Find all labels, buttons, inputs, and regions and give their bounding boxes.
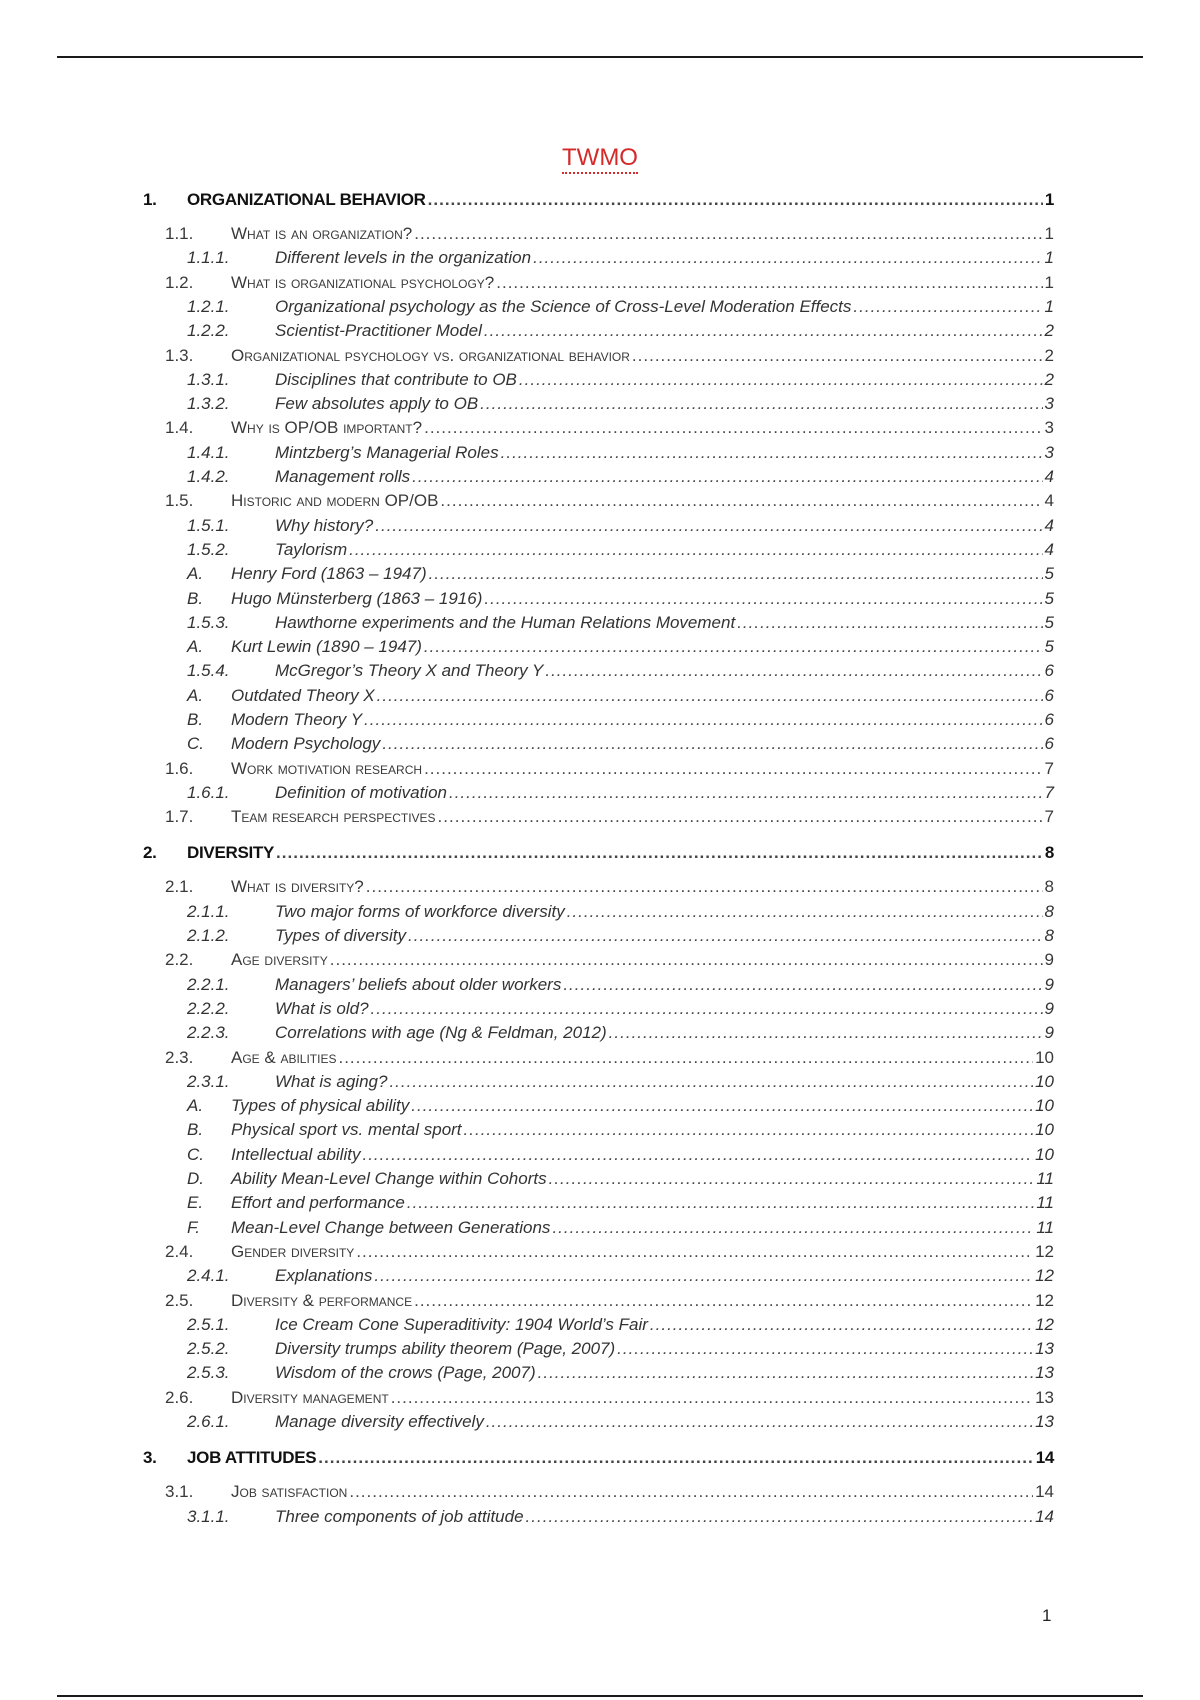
toc-entry-title: What is old?: [275, 999, 369, 1018]
toc-dot-leader: [650, 1315, 1033, 1335]
toc-dot-leader: [371, 999, 1043, 1019]
toc-entry-page: 1: [1044, 273, 1054, 292]
toc-entry-page: 11: [1036, 1193, 1054, 1212]
toc-entry[interactable]: [0, 1507, 1200, 1529]
toc-entry[interactable]: [0, 1169, 1200, 1191]
toc-dot-leader: [449, 783, 1043, 803]
toc-entry-title: Few absolutes apply to OB: [275, 394, 479, 413]
toc-entry-page: 1: [1044, 297, 1054, 316]
toc-entry-title: What is organizational psychology?: [231, 273, 495, 292]
toc-entry-number: 3.1.: [165, 1482, 194, 1501]
toc-entry-title: What is diversity?: [231, 877, 364, 896]
toc-entry[interactable]: [0, 950, 1200, 972]
toc-entry-title: Gender diversity: [231, 1242, 355, 1261]
toc-entry-page: 11: [1036, 1218, 1054, 1237]
toc-entry-page: 12: [1035, 1242, 1054, 1261]
toc-dot-leader: [438, 807, 1043, 827]
toc-entry-title: Ability Mean-Level Change within Cohorts: [231, 1169, 547, 1188]
header-rule: [57, 56, 1143, 58]
toc-entry-title: Mean-Level Change between Generations: [231, 1218, 551, 1237]
toc-entry[interactable]: [0, 1482, 1200, 1504]
toc-entry-page: 2: [1044, 346, 1054, 365]
toc-dot-leader: [533, 248, 1042, 268]
toc-entry-number: 2.1.1.: [187, 902, 230, 921]
toc-entry-page: 14: [1035, 1448, 1054, 1467]
toc-entry-title: DIVERSITY: [187, 843, 275, 862]
toc-entry-title: Three components of job attitude: [275, 1507, 524, 1526]
toc-entry-title: Henry Ford (1863 – 1947): [231, 564, 427, 583]
toc-entry-number: 1.5.1.: [187, 516, 230, 535]
toc-dot-leader: [567, 902, 1043, 922]
toc-entry[interactable]: [0, 999, 1200, 1021]
toc-dot-leader: [391, 1388, 1033, 1408]
toc-entry[interactable]: [0, 1242, 1200, 1264]
toc-entry[interactable]: [0, 637, 1200, 659]
toc-entry-number: 1.: [143, 190, 157, 209]
toc-entry-title: What is aging?: [275, 1072, 388, 1091]
document-title-text: TWMO: [562, 144, 638, 174]
toc-entry-number: 1.3.: [165, 346, 194, 365]
toc-entry[interactable]: [0, 540, 1200, 562]
toc-entry-number: 2.2.3.: [187, 1023, 230, 1042]
toc-entry-page: 6: [1044, 710, 1054, 729]
toc-entry-page: 1: [1044, 248, 1054, 267]
toc-entry-title: Diversity trumps ability theorem (Page, 2007): [275, 1339, 616, 1358]
toc-dot-leader: [424, 637, 1043, 657]
toc-entry[interactable]: [0, 564, 1200, 586]
toc-entry-number: F.: [187, 1218, 200, 1237]
toc-dot-leader: [382, 734, 1042, 754]
toc-entry-title: Scientist-Practitioner Model: [275, 321, 482, 340]
toc-entry[interactable]: [0, 273, 1200, 295]
toc-entry[interactable]: [0, 783, 1200, 805]
toc-dot-leader: [617, 1339, 1033, 1359]
toc-entry[interactable]: [0, 661, 1200, 683]
toc-dot-leader: [338, 1048, 1033, 1068]
toc-entry-number: 1.2.1.: [187, 297, 230, 316]
toc-dot-leader: [737, 613, 1042, 633]
toc-entry-number: 2.1.2.: [187, 926, 230, 945]
toc-entry-title: Historic and modern OP/OB: [231, 491, 439, 510]
page-number: 1: [1042, 1606, 1052, 1625]
toc-entry-page: 10: [1035, 1120, 1054, 1139]
toc-entry-page: 12: [1035, 1315, 1054, 1334]
toc-entry[interactable]: [0, 926, 1200, 948]
toc-entry[interactable]: [0, 734, 1200, 756]
toc-entry-title: Taylorism: [275, 540, 348, 559]
toc-entry-number: A.: [187, 564, 204, 583]
toc-entry[interactable]: [0, 1363, 1200, 1385]
toc-dot-leader: [375, 516, 1042, 536]
toc-entry-number: 1.1.1.: [187, 248, 230, 267]
toc-dot-leader: [414, 224, 1042, 244]
toc-dot-leader: [349, 540, 1042, 560]
toc-entry-number: 1.1.: [165, 224, 194, 243]
toc-entry-title: Ice Cream Cone Superaditivity: 1904 World’s Fair: [275, 1315, 648, 1334]
toc-entry-number: B.: [187, 1120, 204, 1139]
toc-entry-number: E.: [187, 1193, 204, 1212]
toc-entry-number: 2.3.: [165, 1048, 194, 1067]
toc-entry-title: Different levels in the organization: [275, 248, 532, 267]
toc-entry-page: 3: [1044, 443, 1054, 462]
toc-entry[interactable]: [0, 321, 1200, 343]
toc-entry-page: 10: [1035, 1096, 1054, 1115]
toc-entry-page: 5: [1044, 613, 1054, 632]
toc-entry[interactable]: [0, 843, 1200, 865]
toc-entry[interactable]: [0, 1388, 1200, 1410]
toc-dot-leader: [609, 1023, 1043, 1043]
toc-dot-leader: [412, 467, 1042, 487]
toc-entry-page: 5: [1044, 637, 1054, 656]
toc-entry[interactable]: [0, 1218, 1200, 1240]
toc-entry-page: 8: [1044, 926, 1054, 945]
toc-dot-leader: [424, 418, 1042, 438]
toc-entry[interactable]: [0, 1120, 1200, 1142]
toc-entry-number: A.: [187, 1096, 204, 1115]
toc-entry-page: 2: [1044, 321, 1054, 340]
toc-entry-page: 6: [1044, 734, 1054, 753]
toc-entry-page: 5: [1044, 564, 1054, 583]
toc-entry[interactable]: [0, 1096, 1200, 1118]
toc-entry-title: Manage diversity effectively: [275, 1412, 484, 1431]
toc-entry[interactable]: [0, 1448, 1200, 1470]
toc-entry-number: 2.6.1.: [187, 1412, 230, 1431]
toc-entry[interactable]: [0, 346, 1200, 368]
toc-entry-title: Work motivation research: [231, 759, 423, 778]
toc-entry[interactable]: [0, 710, 1200, 732]
toc-dot-leader: [318, 1448, 1033, 1468]
toc-entry-title: Why is OP/OB important?: [231, 418, 423, 437]
toc-entry[interactable]: [0, 516, 1200, 538]
toc-entry[interactable]: [0, 443, 1200, 465]
toc-entry-title: Physical sport vs. mental sport: [231, 1120, 462, 1139]
toc-entry-page: 9: [1044, 975, 1054, 994]
toc-entry[interactable]: [0, 394, 1200, 416]
toc-entry[interactable]: [0, 877, 1200, 899]
toc-entry-title: Intellectual ability: [231, 1145, 361, 1164]
toc-dot-leader: [330, 950, 1043, 970]
toc-dot-leader: [538, 1363, 1033, 1383]
toc-entry-number: 2.3.1.: [187, 1072, 230, 1091]
toc-entry-page: 14: [1035, 1482, 1054, 1501]
toc-entry-title: Diversity & performance: [231, 1291, 413, 1310]
toc-entry-number: 1.6.: [165, 759, 194, 778]
toc-entry-number: 2.6.: [165, 1388, 194, 1407]
toc-entry-number: B.: [187, 589, 204, 608]
toc-dot-leader: [424, 759, 1042, 779]
toc-dot-leader: [484, 589, 1042, 609]
toc-entry-number: 1.3.2.: [187, 394, 230, 413]
toc-entry-title: Modern Theory Y: [231, 710, 363, 729]
toc-entry-page: 1: [1044, 190, 1054, 209]
toc-dot-leader: [563, 975, 1042, 995]
toc-entry-number: 1.3.1.: [187, 370, 230, 389]
toc-entry-page: 10: [1035, 1072, 1054, 1091]
toc-entry-title: McGregor’s Theory X and Theory Y: [275, 661, 544, 680]
toc-entry-page: 4: [1044, 516, 1054, 535]
toc-entry-number: B.: [187, 710, 204, 729]
toc-entry-page: 12: [1035, 1266, 1054, 1285]
toc-entry-page: 12: [1035, 1291, 1054, 1310]
toc-entry[interactable]: [0, 224, 1200, 246]
toc-entry-number: 2.2.1.: [187, 975, 230, 994]
toc-entry[interactable]: [0, 1412, 1200, 1434]
toc-entry-number: C.: [187, 1145, 204, 1164]
toc-entry-number: A.: [187, 686, 204, 705]
toc-entry-page: 10: [1035, 1048, 1054, 1067]
toc-entry-title: Age & abilities: [231, 1048, 337, 1067]
toc-dot-leader: [496, 273, 1042, 293]
toc-entry-page: 2: [1044, 370, 1054, 389]
toc-entry-number: 3.: [143, 1448, 157, 1467]
toc-entry-title: Mintzberg’s Managerial Roles: [275, 443, 499, 462]
toc-entry[interactable]: [0, 759, 1200, 781]
toc-entry-number: 2.5.1.: [187, 1315, 230, 1334]
toc-entry-title: Diversity management: [231, 1388, 389, 1407]
toc-dot-leader: [545, 661, 1042, 681]
toc-entry[interactable]: [0, 297, 1200, 319]
toc-entry-page: 9: [1044, 999, 1054, 1018]
toc-entry-number: 1.7.: [165, 807, 194, 826]
toc-entry-title: Team research perspectives: [231, 807, 436, 826]
toc-entry-title: Managers’ beliefs about older workers: [275, 975, 562, 994]
toc-entry-page: 4: [1044, 467, 1054, 486]
toc-entry-page: 7: [1044, 783, 1054, 802]
toc-entry-number: 2.4.1.: [187, 1266, 230, 1285]
toc-entry[interactable]: [0, 975, 1200, 997]
toc-entry[interactable]: [0, 370, 1200, 392]
toc-entry[interactable]: [0, 1023, 1200, 1045]
toc-dot-leader: [526, 1507, 1034, 1527]
toc-dot-leader: [366, 877, 1043, 897]
toc-dot-leader: [414, 1291, 1033, 1311]
toc-dot-leader: [389, 1072, 1033, 1092]
toc-dot-leader: [549, 1169, 1035, 1189]
toc-entry[interactable]: [0, 807, 1200, 829]
toc-entry-page: 7: [1044, 807, 1054, 826]
toc-entry[interactable]: [0, 467, 1200, 489]
toc-entry-page: 6: [1044, 661, 1054, 680]
toc-dot-leader: [362, 1145, 1033, 1165]
toc-dot-leader: [464, 1120, 1034, 1140]
toc-entry-page: 13: [1035, 1339, 1054, 1358]
toc-entry-page: 13: [1035, 1388, 1054, 1407]
toc-entry-number: 2.4.: [165, 1242, 194, 1261]
toc-dot-leader: [519, 370, 1043, 390]
toc-dot-leader: [480, 394, 1042, 414]
toc-entry[interactable]: [0, 1291, 1200, 1313]
toc-entry-page: 9: [1044, 1023, 1054, 1042]
toc-entry-number: 2.: [143, 843, 157, 862]
toc-entry-page: 8: [1044, 843, 1054, 862]
toc-entry-title: Management rolls: [275, 467, 411, 486]
toc-entry-page: 14: [1035, 1507, 1054, 1526]
toc-entry-page: 4: [1044, 540, 1054, 559]
toc-entry-page: 10: [1035, 1145, 1054, 1164]
toc-dot-leader: [374, 1266, 1033, 1286]
toc-dot-leader: [484, 321, 1043, 341]
toc-entry-title: Definition of motivation: [275, 783, 447, 802]
toc-dot-leader: [276, 843, 1043, 863]
toc-entry-title: Job satisfaction: [231, 1482, 348, 1501]
toc-entry-number: 3.1.1.: [187, 1507, 230, 1526]
toc-entry[interactable]: [0, 902, 1200, 924]
toc-entry-title: Types of diversity: [275, 926, 407, 945]
toc-entry-number: 1.5.4.: [187, 661, 230, 680]
toc-entry-number: 2.5.2.: [187, 1339, 230, 1358]
toc-entry-title: Correlations with age (Ng & Feldman, 2012): [275, 1023, 607, 1042]
toc-entry-number: C.: [187, 734, 204, 753]
toc-entry-page: 5: [1044, 589, 1054, 608]
toc-entry-title: Types of physical ability: [231, 1096, 410, 1115]
toc-entry[interactable]: [0, 589, 1200, 611]
toc-dot-leader: [408, 926, 1043, 946]
toc-entry-title: Age diversity: [231, 950, 328, 969]
toc-entry-number: 1.6.1.: [187, 783, 230, 802]
toc-entry-number: D.: [187, 1169, 204, 1188]
toc-dot-leader: [552, 1218, 1034, 1238]
toc-entry-number: 1.5.: [165, 491, 194, 510]
toc-entry-number: 1.5.3.: [187, 613, 230, 632]
toc-entry-page: 8: [1044, 902, 1054, 921]
toc-entry[interactable]: [0, 1193, 1200, 1215]
document-title: [0, 144, 1200, 172]
toc-entry[interactable]: [0, 1315, 1200, 1337]
toc-dot-leader: [486, 1412, 1033, 1432]
toc-dot-leader: [501, 443, 1043, 463]
toc-dot-leader: [428, 190, 1043, 210]
toc-entry-page: 1: [1044, 224, 1054, 243]
toc-entry[interactable]: [0, 1048, 1200, 1070]
toc-entry-title: Hawthorne experiments and the Human Relations Movement: [275, 613, 736, 632]
toc-entry[interactable]: [0, 491, 1200, 513]
toc-entry[interactable]: [0, 1339, 1200, 1361]
toc-entry-number: 2.5.: [165, 1291, 194, 1310]
toc-dot-leader: [407, 1193, 1034, 1213]
toc-entry[interactable]: [0, 686, 1200, 708]
toc-entry[interactable]: [0, 1072, 1200, 1094]
toc-entry[interactable]: [0, 1266, 1200, 1288]
toc-entry-number: 1.4.: [165, 418, 194, 437]
toc-dot-leader: [429, 564, 1043, 584]
toc-entry-number: 2.5.3.: [187, 1363, 230, 1382]
toc-entry[interactable]: [0, 1145, 1200, 1167]
toc-dot-leader: [632, 346, 1043, 366]
toc-entry-page: 7: [1044, 759, 1054, 778]
toc-entry-page: 3: [1044, 394, 1054, 413]
toc-entry-title: Effort and performance: [231, 1193, 405, 1212]
toc-entry-number: A.: [187, 637, 204, 656]
toc-entry-number: 1.2.2.: [187, 321, 230, 340]
toc-dot-leader: [411, 1096, 1033, 1116]
toc-entry-number: 1.4.1.: [187, 443, 230, 462]
toc-dot-leader: [364, 710, 1043, 730]
toc-dot-leader: [853, 297, 1042, 317]
toc-entry-title: Organizational psychology vs. organizational behavior: [231, 346, 630, 365]
toc-entry-number: 1.5.2.: [187, 540, 230, 559]
toc-dot-leader: [356, 1242, 1033, 1262]
toc-entry-page: 11: [1036, 1169, 1054, 1188]
toc-entry-title: Disciplines that contribute to OB: [275, 370, 517, 389]
toc-entry-number: 2.2.: [165, 950, 194, 969]
toc-entry-page: 13: [1035, 1412, 1054, 1431]
toc-entry-page: 4: [1044, 491, 1054, 510]
toc-entry-title: Wisdom of the crows (Page, 2007): [275, 1363, 536, 1382]
footer-rule: [57, 1695, 1143, 1697]
toc-entry[interactable]: [0, 248, 1200, 270]
toc-entry-page: 8: [1044, 877, 1054, 896]
toc-entry[interactable]: [0, 613, 1200, 635]
toc-entry-number: 2.2.2.: [187, 999, 230, 1018]
toc-entry-title: ORGANIZATIONAL BEHAVIOR: [187, 190, 426, 209]
toc-entry-title: Kurt Lewin (1890 – 1947): [231, 637, 422, 656]
toc-entry-title: Hugo Münsterberg (1863 – 1916): [231, 589, 483, 608]
toc-entry-number: 2.1.: [165, 877, 194, 896]
toc-entry-page: 9: [1044, 950, 1054, 969]
toc-entry[interactable]: [0, 190, 1200, 212]
toc-entry-page: 3: [1044, 418, 1054, 437]
toc-entry-title: Why history?: [275, 516, 374, 535]
toc-dot-leader: [440, 491, 1042, 511]
toc-entry-title: Two major forms of workforce diversity: [275, 902, 565, 921]
toc-entry-title: Outdated Theory X: [231, 686, 375, 705]
toc-entry-number: 1.4.2.: [187, 467, 230, 486]
toc-entry-title: What is an organization?: [231, 224, 413, 243]
toc-entry-page: 6: [1044, 686, 1054, 705]
toc-entry-title: JOB ATTITUDES: [187, 1448, 317, 1467]
toc-entry-title: Modern Psychology: [231, 734, 381, 753]
toc-dot-leader: [349, 1482, 1033, 1502]
toc-entry-number: 1.2.: [165, 273, 194, 292]
toc-entry[interactable]: [0, 418, 1200, 440]
toc-entry-page: 13: [1035, 1363, 1054, 1382]
toc-dot-leader: [377, 686, 1043, 706]
toc-entry-title: Explanations: [275, 1266, 373, 1285]
toc-entry-title: Organizational psychology as the Science of Cross-Level Moderation Effects: [275, 297, 852, 316]
